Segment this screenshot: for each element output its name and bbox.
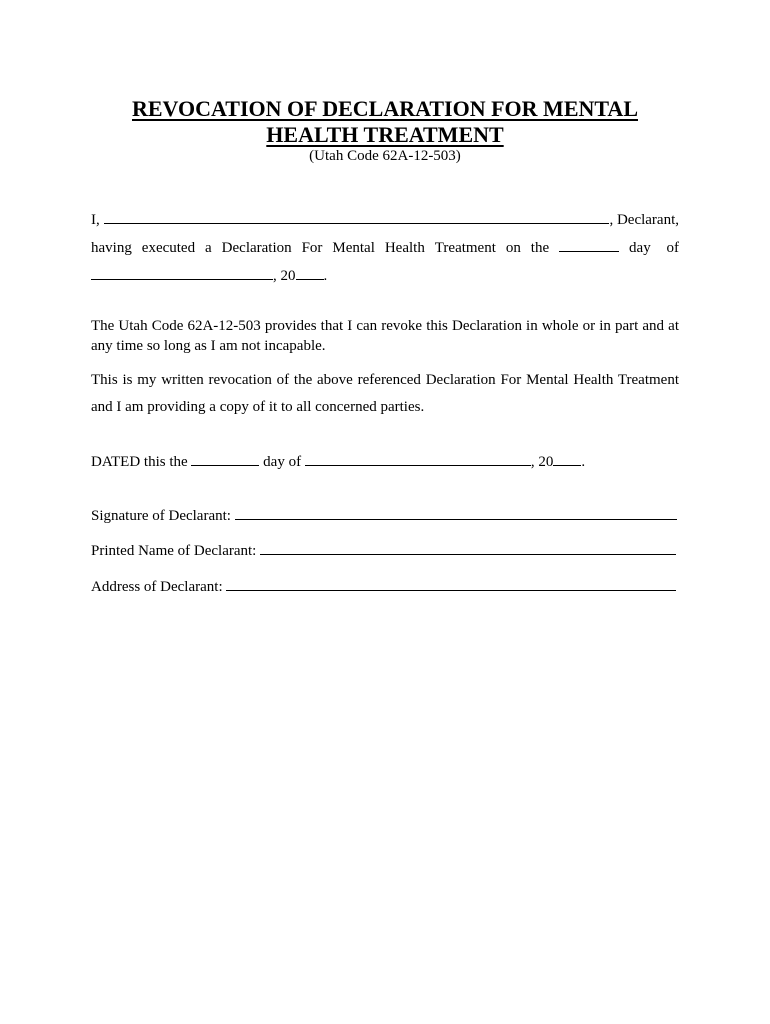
word: Declaration: [221, 240, 292, 256]
day-of-label: day of: [629, 240, 679, 256]
year-prefix: , 20: [273, 268, 296, 284]
revocation-right-paragraph: The Utah Code 62A-12-503 provides that I can revoke this Declaration in whole or in part and at any time so long as I am not incapable.: [91, 318, 679, 354]
word: Mental: [332, 240, 375, 256]
word: Health: [384, 240, 425, 256]
signature-label: Signature of Declarant:: [91, 508, 235, 524]
dated-year-blank[interactable]: [553, 452, 581, 466]
executed-year-blank[interactable]: [296, 266, 324, 280]
executed-day-blank[interactable]: [559, 238, 619, 252]
printed-name-line: [91, 541, 676, 560]
dated-label: DATED this the: [91, 454, 192, 470]
revocation-statement-line-1: This is my written revocation of the above referenced Declaration For Mental Health Treatment: [91, 372, 679, 388]
word: on: [505, 240, 521, 256]
address-blank[interactable]: [226, 577, 676, 591]
printed-name-label: Printed Name of Declarant:: [91, 543, 261, 559]
document-title-line-1: REVOCATION OF DECLARATION FOR MENTAL: [132, 96, 638, 121]
day-of-label: day of: [259, 454, 305, 470]
dated-day-blank[interactable]: [191, 452, 259, 466]
word: a: [205, 240, 212, 256]
executed-month-line: [91, 266, 679, 285]
revocation-statement-line-2: and I am providing a copy of it to all concerned parties.: [91, 399, 425, 415]
address-line: [91, 577, 676, 596]
signature-line: [91, 506, 677, 525]
signature-blank[interactable]: [235, 506, 677, 520]
declarant-label: , Declarant,: [609, 212, 679, 228]
declarant-line: [91, 210, 679, 229]
printed-name-blank[interactable]: [260, 541, 676, 555]
executed-month-blank[interactable]: [91, 266, 273, 280]
word: having: [91, 240, 132, 256]
period: .: [581, 454, 586, 470]
dated-month-blank[interactable]: [305, 452, 531, 466]
word: executed: [141, 240, 196, 256]
declarant-name-blank[interactable]: [104, 210, 610, 224]
document-title-line-2: HEALTH TREATMENT: [266, 122, 504, 147]
dated-line: [91, 452, 679, 471]
word: For: [301, 240, 323, 256]
word: Treatment: [434, 240, 496, 256]
intro-prefix: I,: [91, 212, 104, 228]
document-subtitle: (Utah Code 62A-12-503): [309, 148, 461, 164]
address-label: Address of Declarant:: [91, 579, 227, 595]
period: .: [323, 268, 328, 284]
year-prefix: , 20: [530, 454, 554, 470]
word: the: [530, 240, 550, 256]
executed-line: [91, 238, 679, 257]
